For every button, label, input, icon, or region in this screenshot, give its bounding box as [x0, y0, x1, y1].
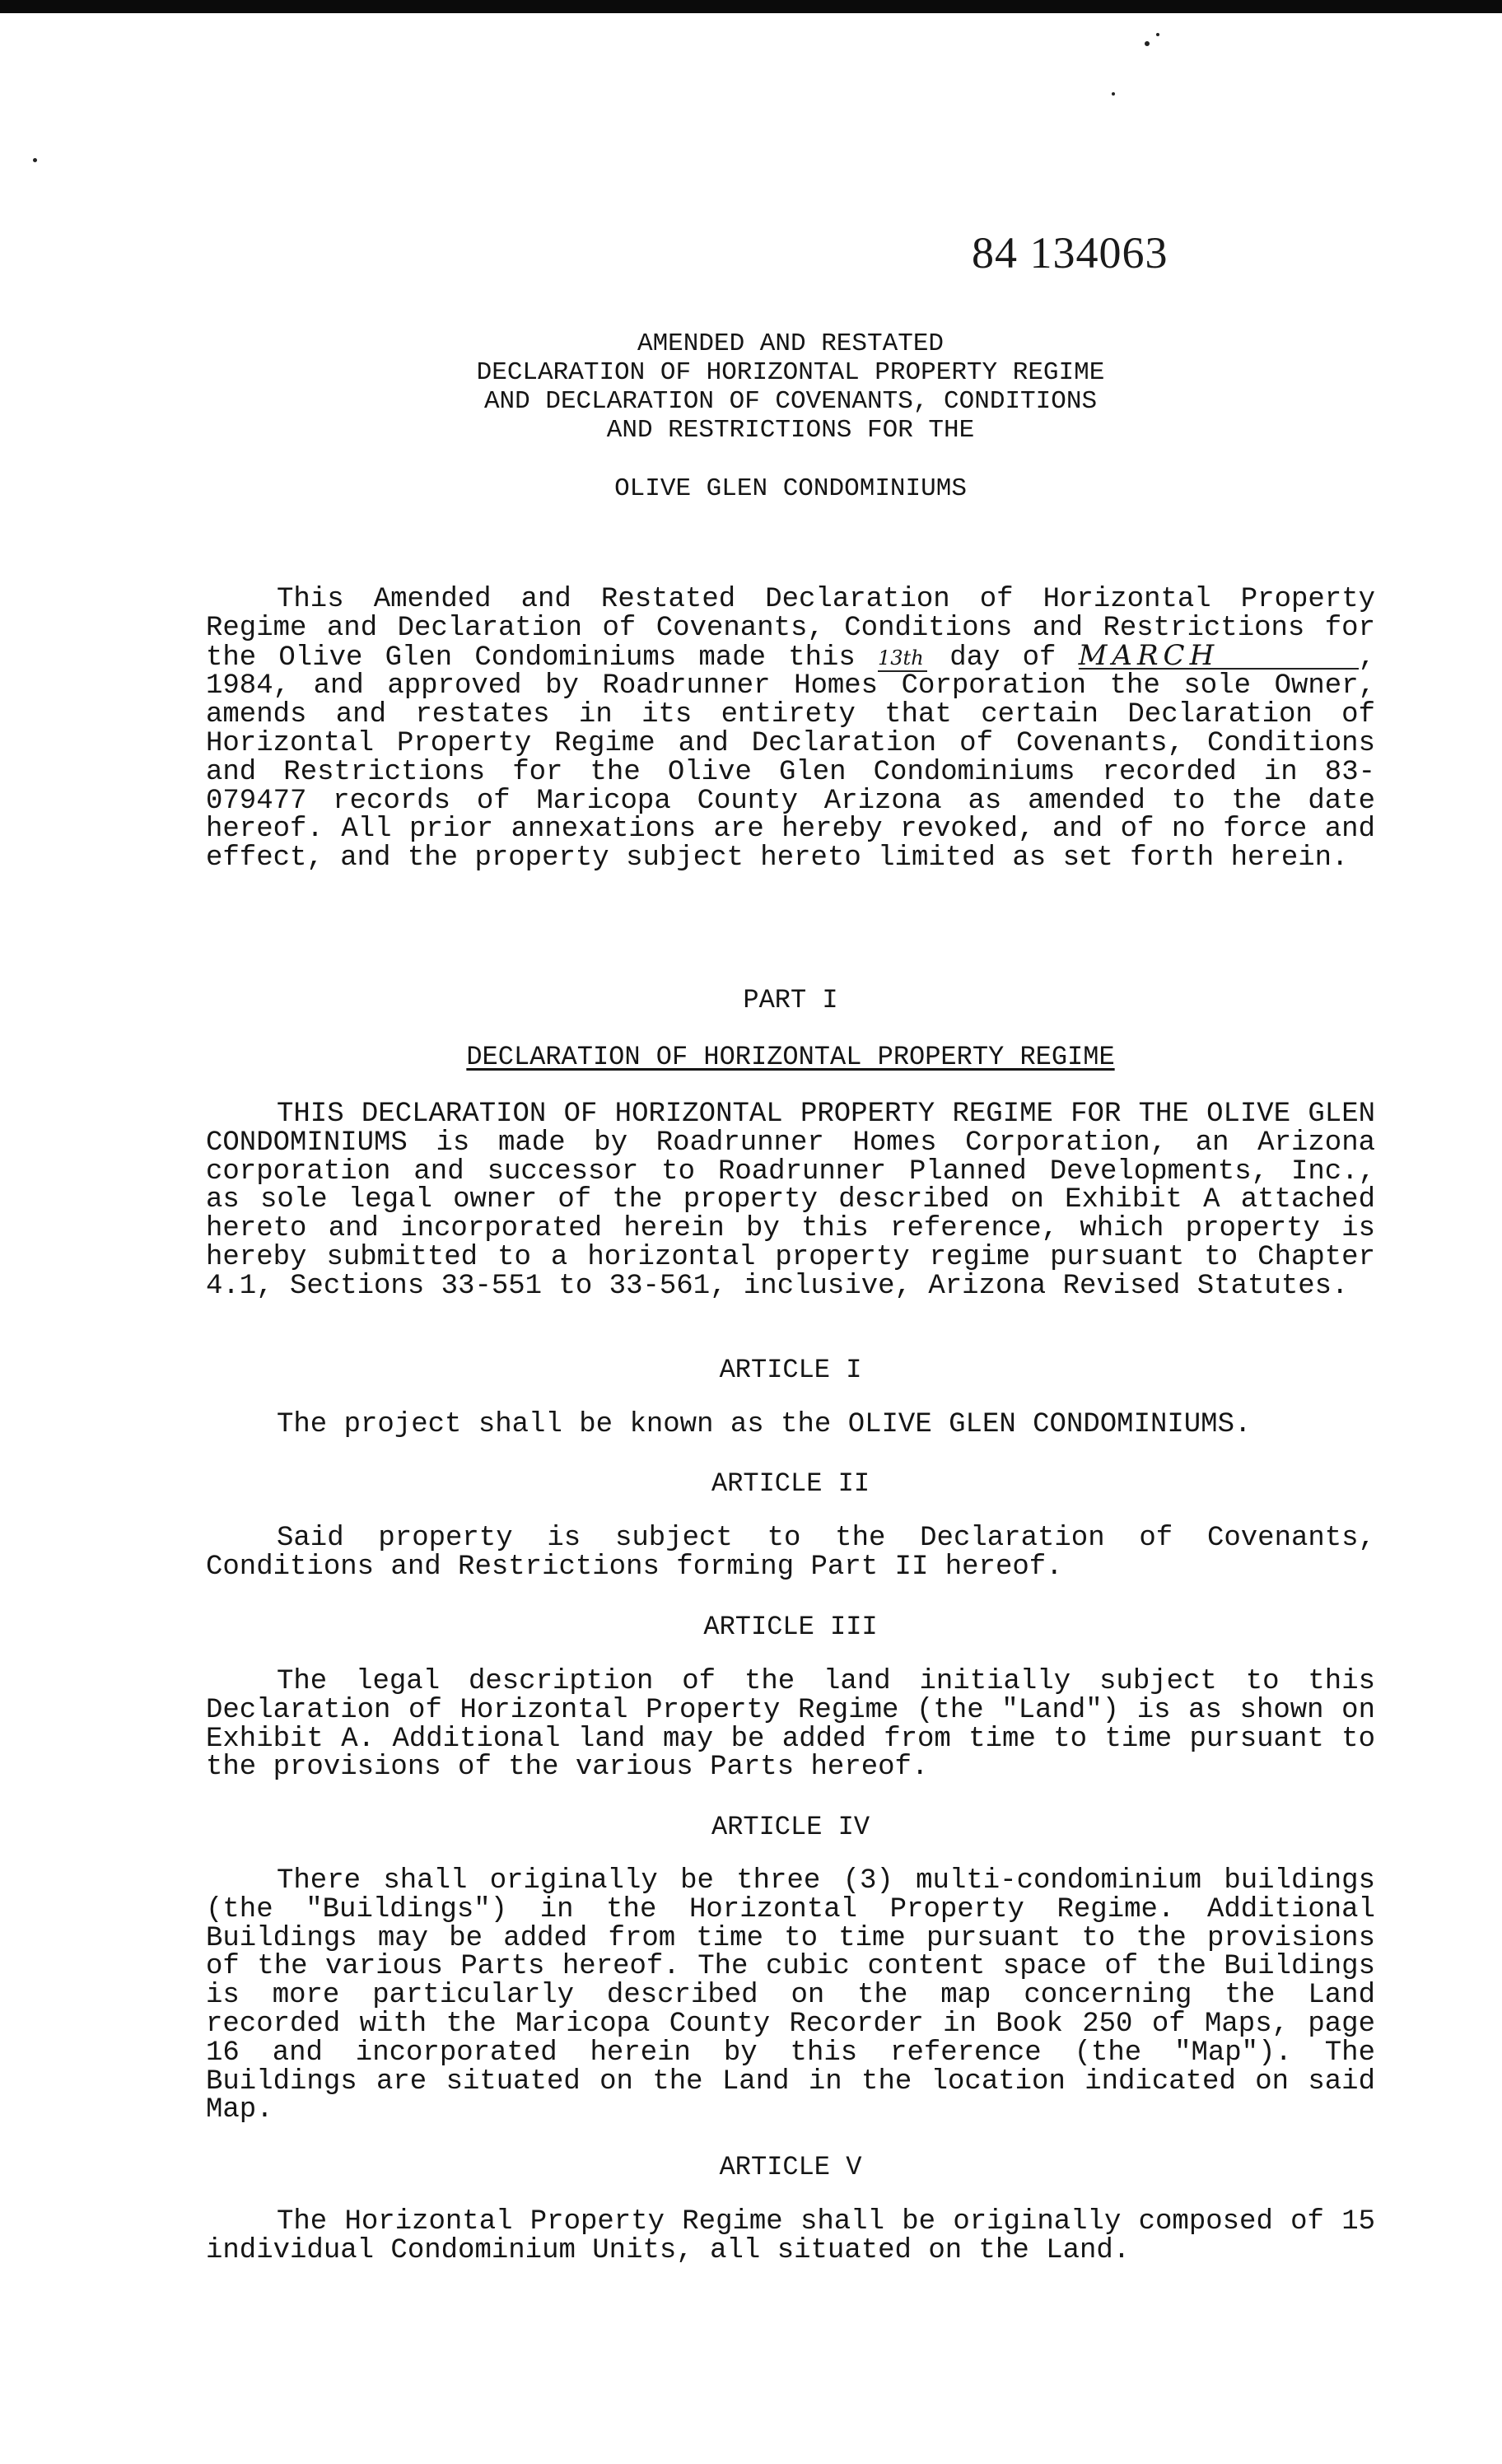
article-heading: ARTICLE III — [703, 1612, 878, 1642]
scan-speck — [1112, 92, 1115, 96]
part-title-text: DECLARATION OF HORIZONTAL PROPERTY REGIME — [466, 1042, 1115, 1072]
title-line: DECLARATION OF HORIZONTAL PROPERTY REGIME — [476, 358, 1105, 387]
article-heading: ARTICLE I — [719, 1355, 862, 1385]
recording-number: 84 134063 — [972, 228, 1168, 278]
title-line: AND DECLARATION OF COVENANTS, CONDITIONS — [483, 387, 1098, 416]
intro-text: , 1984, and approved by Roadrunner Homes Corporation the sole Owner, amends and restates in its entirety that certain Declaration of Horizontal Property Regime and Declaration of Covenants, Conditions and Restrictions for the Olive Glen Condominiums recorded in 83-079477 records of Maricopa County Arizona as amended to the date hereof. All prior annexations are hereby revoked, and of no force and effect, and the property subject hereto limited as set forth herein. — [206, 642, 1375, 875]
article-paragraph: The Horizontal Property Regime shall be originally composed of 15 individual Condominium Units, all situated on the Land. — [206, 2206, 1375, 2266]
title-line: AMENDED AND RESTATED — [637, 329, 945, 358]
document-title — [206, 329, 1375, 445]
article-paragraph: There shall originally be three (3) multi-condominium buildings (the "Buildings") in the Horizontal Property Regime. Additional Buildings may be added from time to time pursuant to the provisions of the various Parts hereof. The cubic content space of the Buildings is more particularly described on the map concerning the Land recorded with the Maricopa County Recorder in Book 250 of Maps, page 16 and incorporated herein by this reference (the "Map"). The Buildings are situated on the Land in the location indicated on said Map. — [206, 1865, 1375, 2126]
intro-paragraph — [206, 586, 1375, 873]
part-heading: PART I — [743, 985, 838, 1015]
title-line: AND RESTRICTIONS FOR THE — [606, 416, 975, 445]
article-paragraph: The project shall be known as the OLIVE GLEN CONDOMINIUMS. — [277, 1409, 1252, 1440]
intro-text: This Amended and Restated Declaration of Horizontal Property Regime and Declaration of Covenants, Conditions and Restrictions for the Olive Glen Condominiums made this — [206, 584, 1375, 674]
document-subtitle: OLIVE GLEN CONDOMINIUMS — [614, 474, 967, 503]
intro-text: day of — [927, 642, 1079, 674]
scan-speck — [1156, 33, 1159, 36]
handwritten-month: MARCH — [1079, 643, 1359, 670]
handwritten-day: 13th — [878, 646, 927, 672]
article-heading: ARTICLE IV — [711, 1812, 870, 1842]
scan-speck — [1145, 41, 1150, 46]
part-paragraph: THIS DECLARATION OF HORIZONTAL PROPERTY REGIME FOR THE OLIVE GLEN CONDOMINIUMS is made by Roadrunner Homes Corporation, an Arizona corporation and successor to Roadrunner Planned Developments, Inc., as sole legal owner of the property described on Exhibit A attached hereto and incorporated herein by this reference, which property is hereby submitted to a horizontal property regime pursuant to Chapter 4.1, Sections 33-551 to 33-561, inclusive, Arizona Revised Statutes. — [206, 1099, 1375, 1302]
scan-top-edge — [0, 0, 1502, 13]
article-paragraph: The legal description of the land initially subject to this Declaration of Horizontal Property Regime (the "Land") is as shown on Exhibit A. Additional land may be added from time to time pursuant to the provisions of the various Parts hereof. — [206, 1666, 1375, 1784]
article-paragraph: Said property is subject to the Declaration of Covenants, Conditions and Restrictions forming Part II hereof. — [206, 1523, 1375, 1583]
scan-speck — [33, 158, 37, 162]
article-heading: ARTICLE V — [719, 2152, 862, 2182]
part-title — [206, 1042, 1375, 1072]
article-heading: ARTICLE II — [711, 1468, 870, 1499]
